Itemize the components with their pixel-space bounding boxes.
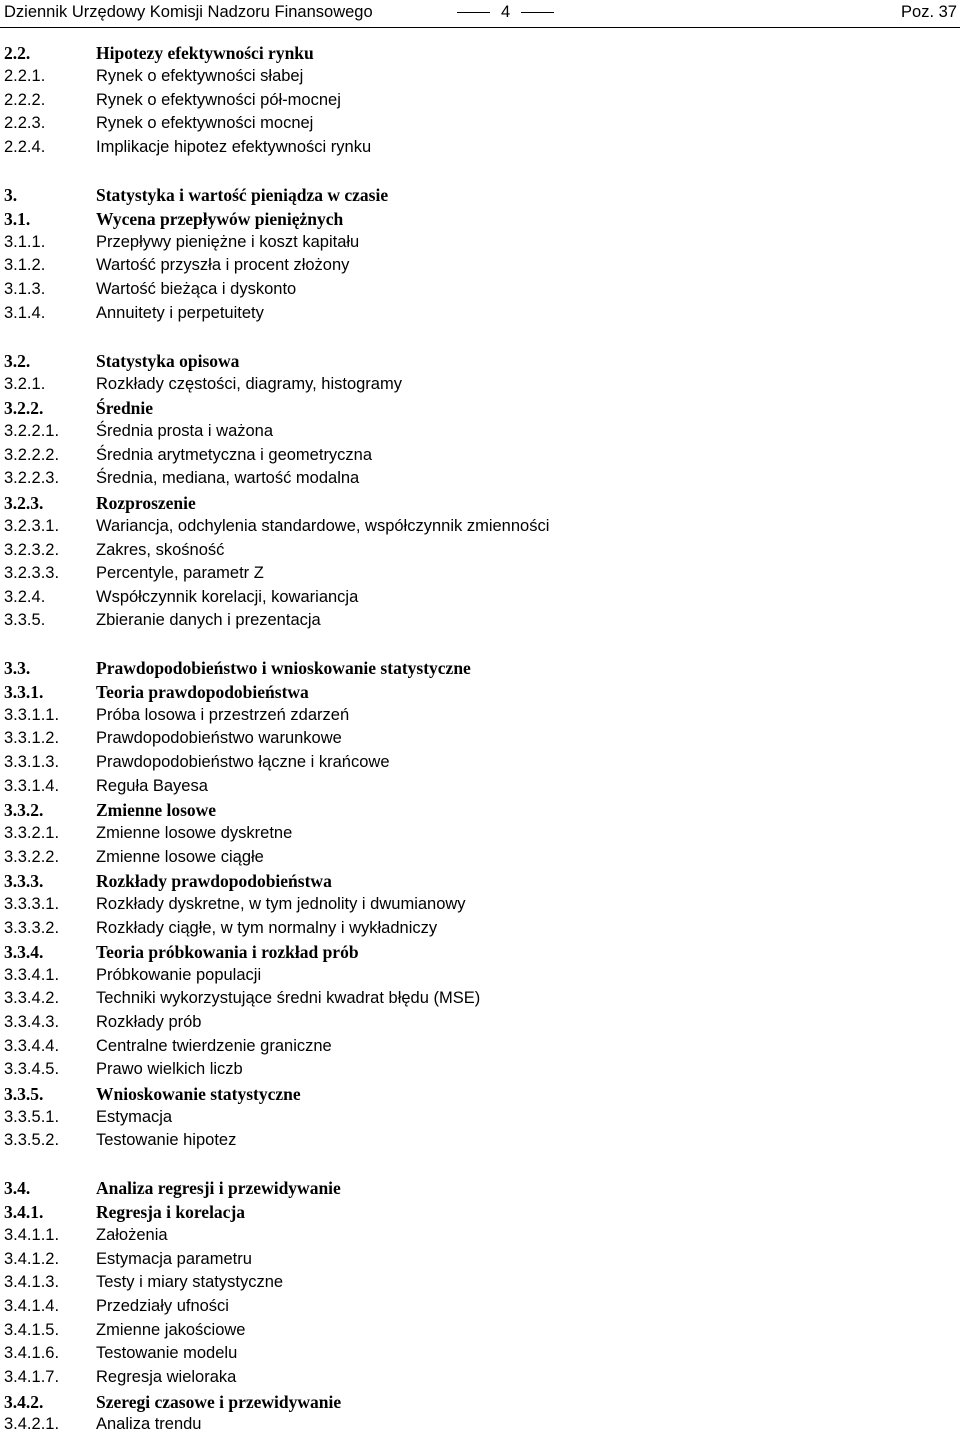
section-number: 3.4.1.3.: [4, 1273, 60, 1291]
section-title: Zmienne losowe ciągłe: [96, 848, 264, 866]
section-title: Analiza regresji i przewidywanie: [96, 1178, 341, 1198]
section-title: Wartość przyszła i procent złożony: [96, 256, 350, 274]
section-number: 3.3.4.5.: [4, 1060, 60, 1078]
section-title: Percentyle, parametr Z: [96, 564, 264, 582]
section-number: 3.2.3.: [4, 493, 44, 513]
section-title: Zmienne losowe: [96, 800, 217, 820]
section-number: 2.2.2.: [4, 91, 46, 109]
section-title: Przepływy pieniężne i koszt kapitału: [96, 233, 360, 251]
section-number: 3.3.4.3.: [4, 1013, 60, 1031]
section-number: 3.3.5.1.: [4, 1108, 60, 1126]
section-title: Regresja i korelacja: [96, 1202, 246, 1222]
section-title: Próba losowa i przestrzeń zdarzeń: [96, 706, 350, 724]
section-number: 3.3.3.: [4, 871, 44, 891]
section-title: Wnioskowanie statystyczne: [96, 1084, 301, 1104]
section-number: 2.2.3.: [4, 114, 46, 132]
section-title: Rozproszenie: [96, 493, 196, 513]
section-number: 3.4.1.7.: [4, 1368, 60, 1386]
section-number: 3.3.2.1.: [4, 824, 60, 842]
section-title: Średnia arytmetyczna i geometryczna: [96, 446, 373, 464]
section-title: Testowanie hipotez: [96, 1131, 237, 1149]
section-number: 3.3.3.1.: [4, 895, 60, 913]
section-number: 2.2.4.: [4, 138, 46, 156]
section-title: Estymacja: [96, 1108, 173, 1126]
section-number: 3.2.4.: [4, 588, 46, 606]
section-number: 3.1.: [4, 209, 31, 229]
section-number: 3.3.1.2.: [4, 729, 60, 747]
section-title: Współczynnik korelacji, kowariancja: [96, 588, 359, 606]
section-number: 3.2.2.3.: [4, 469, 60, 487]
section-number: 3.3.1.3.: [4, 753, 60, 771]
section-title: Średnia, mediana, wartość modalna: [96, 469, 360, 487]
section-number: 3.3.4.: [4, 942, 44, 962]
section-title: Wartość bieżąca i dyskonto: [96, 280, 297, 298]
section-title: Przedziały ufności: [96, 1297, 229, 1315]
section-title: Próbkowanie populacji: [96, 966, 262, 984]
section-title: Zmienne losowe dyskretne: [96, 824, 293, 842]
section-title: Implikacje hipotez efektywności rynku: [96, 138, 372, 156]
section-title: Testy i miary statystyczne: [96, 1273, 284, 1291]
section-number: 3.2.1.: [4, 375, 46, 393]
dash-right: [521, 12, 554, 13]
section-number: 3.4.1.6.: [4, 1344, 60, 1362]
section-number: 3.3.2.2.: [4, 848, 60, 866]
section-title: Rozkłady dyskretne, w tym jednolity i dwumianowy: [96, 895, 466, 913]
section-number: 3.3.4.4.: [4, 1037, 60, 1055]
section-title: Estymacja parametru: [96, 1250, 252, 1268]
section-title: Rozkłady prób: [96, 1013, 202, 1031]
section-number: 3.3.1.4.: [4, 777, 60, 795]
section-title: Szeregi czasowe i przewidywanie: [96, 1392, 342, 1412]
section-title: Rynek o efektywności mocnej: [96, 114, 314, 132]
section-number: 3.3.1.1.: [4, 706, 60, 724]
section-title: Hipotezy efektywności rynku: [96, 43, 314, 63]
section-number: 3.3.5.2.: [4, 1131, 60, 1149]
section-number: 2.2.: [4, 43, 31, 63]
section-title: Annuitety i perpetuitety: [96, 304, 264, 322]
section-number: 3.2.3.1.: [4, 517, 60, 535]
section-title: Techniki wykorzystujące średni kwadrat błędu (MSE): [96, 989, 481, 1007]
section-title: Centralne twierdzenie graniczne: [96, 1037, 332, 1055]
section-number: 3.4.1.2.: [4, 1250, 60, 1268]
section-title: Rozkłady częstości, diagramy, histogramy: [96, 375, 402, 393]
page-number-block: [446, 3, 565, 22]
section-number: 3.2.: [4, 351, 31, 371]
section-number: 3.4.1.: [4, 1202, 44, 1222]
section-title: Rozkłady ciągłe, w tym normalny i wykładniczy: [96, 919, 438, 937]
section-number: 3.1.3.: [4, 280, 46, 298]
section-title: Zmienne jakościowe: [96, 1321, 246, 1339]
dash-left: [457, 12, 490, 13]
section-title: Prawdopodobieństwo łączne i krańcowe: [96, 753, 390, 771]
section-number: 3.4.: [4, 1178, 31, 1198]
section-number: 3.1.2.: [4, 256, 46, 274]
section-number: 3.3.5.: [4, 1084, 44, 1104]
section-number: 3.2.3.2.: [4, 541, 60, 559]
section-number: 3.3.: [4, 658, 31, 678]
section-number: 3.1.1.: [4, 233, 46, 251]
section-number: 3.4.1.5.: [4, 1321, 60, 1339]
section-title: Teoria próbkowania i rozkład prób: [96, 942, 359, 962]
section-number: 3.3.1.: [4, 682, 44, 702]
section-title: Zakres, skośność: [96, 541, 225, 559]
section-number: 3.4.1.1.: [4, 1226, 60, 1244]
journal-title: Dziennik Urzędowy Komisji Nadzoru Finansowego: [4, 3, 373, 21]
section-number: 2.2.1.: [4, 67, 46, 85]
position-label: Poz. 37: [901, 3, 957, 21]
section-title: Rozkłady prawdopodobieństwa: [96, 871, 332, 891]
section-number: 3.3.5.: [4, 611, 46, 629]
section-title: Rynek o efektywności słabej: [96, 67, 304, 85]
section-title: Zbieranie danych i prezentacja: [96, 611, 321, 629]
section-title: Rynek o efektywności pół-mocnej: [96, 91, 341, 109]
section-title: Średnie: [96, 398, 154, 418]
section-number: 3.2.3.3.: [4, 564, 60, 582]
section-number: 3.3.4.1.: [4, 966, 60, 984]
section-number: 3.4.1.4.: [4, 1297, 60, 1315]
section-title: Reguła Bayesa: [96, 777, 208, 795]
section-title: Średnia prosta i ważona: [96, 422, 274, 440]
section-title: Założenia: [96, 1226, 168, 1244]
section-number: 3.4.2.: [4, 1392, 44, 1412]
section-number: 3.2.2.2.: [4, 446, 60, 464]
header-divider: [0, 27, 960, 28]
section-title: Prawdopodobieństwo warunkowe: [96, 729, 342, 747]
page-number: 4: [501, 3, 511, 21]
section-number: 3.1.4.: [4, 304, 46, 322]
section-number: 3.3.2.: [4, 800, 44, 820]
section-title: Statystyka i wartość pieniądza w czasie: [96, 185, 389, 205]
section-title: Wariancja, odchylenia standardowe, współczynnik zmienności: [96, 517, 550, 535]
section-number: 3.2.2.: [4, 398, 44, 418]
section-number: 3.2.2.1.: [4, 422, 60, 440]
section-number: 3.4.2.1.: [4, 1415, 60, 1433]
section-title: Testowanie modelu: [96, 1344, 238, 1362]
section-number: 3.3.4.2.: [4, 989, 60, 1007]
page-header: [0, 0, 960, 28]
section-number: 3.: [4, 185, 18, 205]
section-title: Prawdopodobieństwo i wnioskowanie statystyczne: [96, 658, 471, 678]
section-title: Analiza trendu: [96, 1415, 202, 1433]
section-title: Regresja wieloraka: [96, 1368, 237, 1386]
section-number: 3.3.3.2.: [4, 919, 60, 937]
section-title: Statystyka opisowa: [96, 351, 240, 371]
section-title: Wycena przepływów pieniężnych: [96, 209, 344, 229]
section-title: Prawo wielkich liczb: [96, 1060, 243, 1078]
section-title: Teoria prawdopodobieństwa: [96, 682, 309, 702]
